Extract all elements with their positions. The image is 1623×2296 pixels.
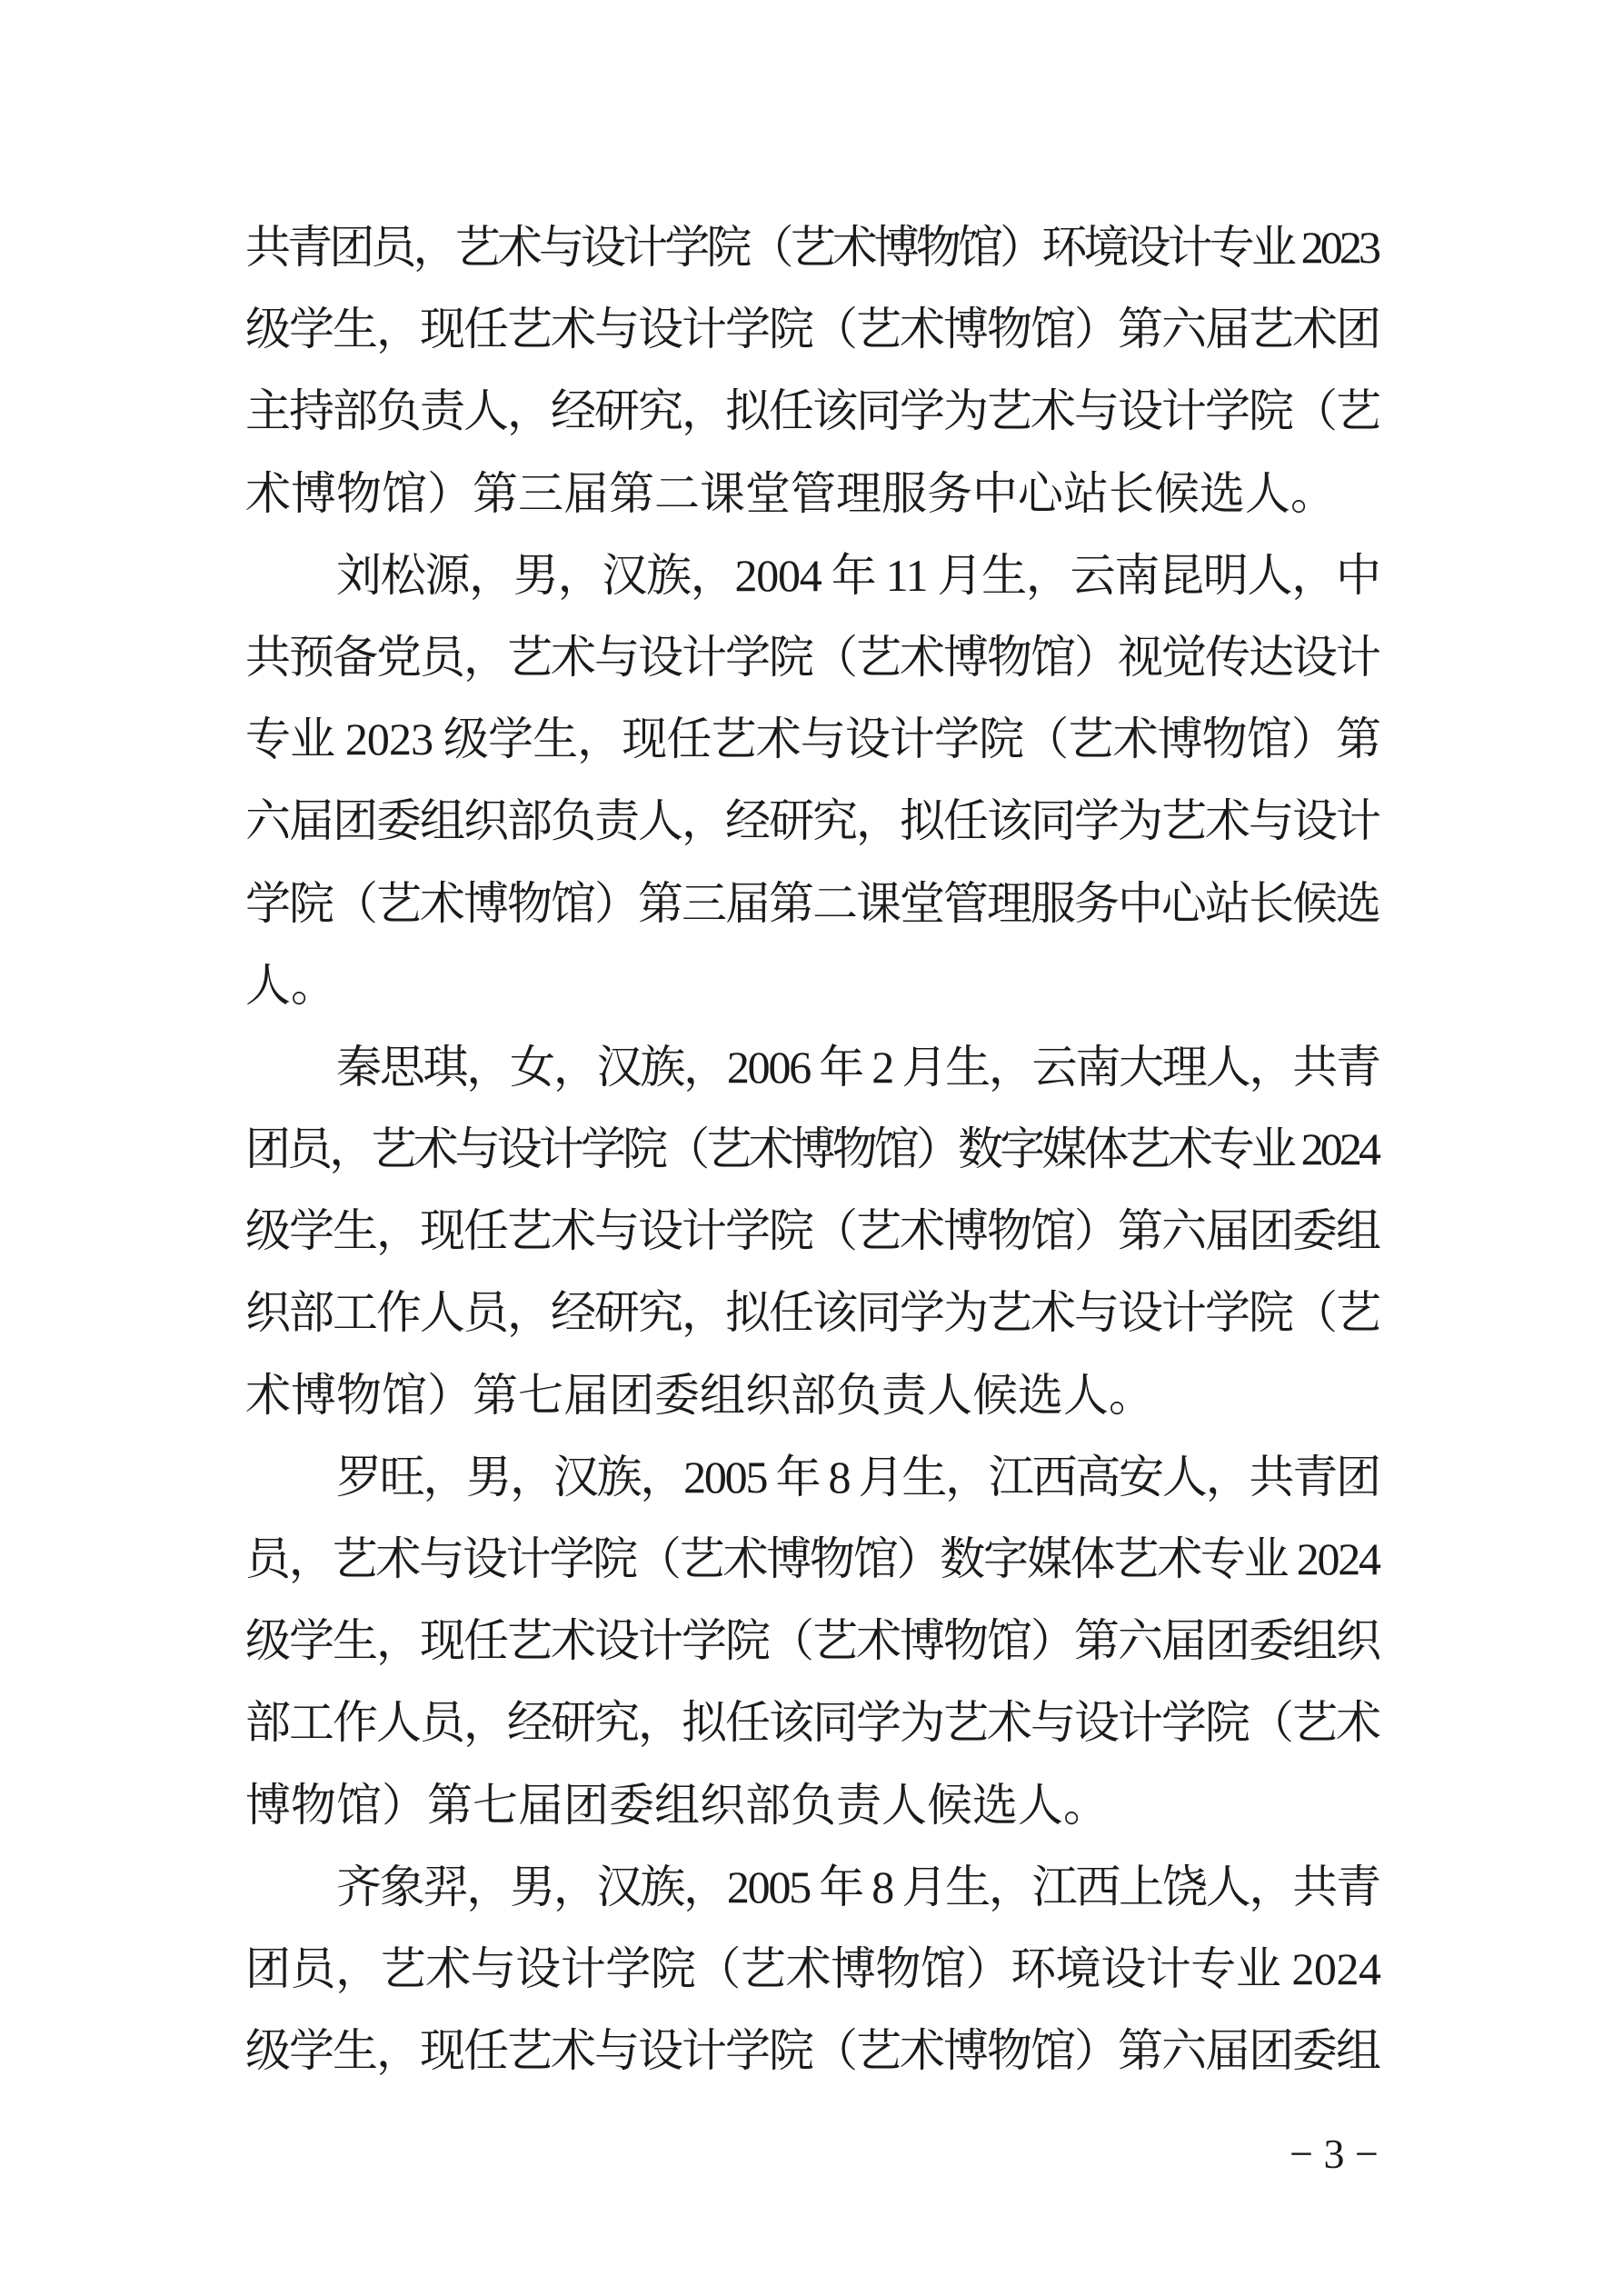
paragraph [245, 1026, 1381, 1436]
line-text: 秦思琪，女，汉族，2006 年 2 月生，云南大理人，共青 [336, 1041, 1379, 1093]
document-line [245, 534, 1381, 616]
document-line [245, 2010, 1381, 2091]
line-text: 级学生，现任艺术设计学院（艺术博物馆）第六届团委组织 [245, 1615, 1379, 1667]
line-text: 人。 [245, 959, 336, 1011]
document-line [245, 1354, 1381, 1436]
paragraph [245, 1436, 1381, 1846]
document-line [245, 616, 1381, 698]
document-line [245, 1928, 1381, 2010]
document-line [245, 1846, 1381, 1928]
document-line [245, 1682, 1381, 1763]
document-text-block [245, 206, 1381, 2091]
line-text: 部工作人员，经研究，拟任该同学为艺术与设计学院（艺术 [245, 1697, 1379, 1749]
document-line [245, 1108, 1381, 1190]
page-number [1289, 2133, 1379, 2175]
line-text: 团员，艺术与设计学院（艺术博物馆）环境设计专业 2024 [245, 1942, 1381, 1994]
line-text: 共青团员，艺术与设计学院（艺术博物馆）环境设计专业 2023 [245, 222, 1379, 273]
line-text: 员，艺术与设计学院（艺术博物馆）数字媒体艺术专业 2024 [245, 1533, 1379, 1584]
document-line [245, 780, 1381, 862]
document-line [245, 288, 1381, 370]
line-text: 刘松源，男，汉族，2004 年 11 月生，云南昆明人，中 [336, 549, 1380, 601]
paragraph [245, 1846, 1381, 2092]
line-text: 级学生，现任艺术与设计学院（艺术博物馆）第六届艺术团 [245, 304, 1379, 355]
document-line [245, 1764, 1381, 1846]
document-line [245, 206, 1381, 288]
document-line [245, 1600, 1381, 1682]
paragraph [245, 206, 1381, 534]
document-line [245, 944, 1381, 1026]
page-number-text: − 3 − [1289, 2131, 1379, 2177]
line-text: 齐象羿，男，汉族，2005 年 8 月生，江西上饶人，共青 [336, 1861, 1379, 1912]
line-text: 学院（艺术博物馆）第三届第二课堂管理服务中心站长候选 [245, 877, 1379, 929]
document-line [245, 1436, 1381, 1518]
line-text: 术博物馆）第七届团委组织部负责人候选人。 [245, 1369, 1154, 1421]
line-text: 术博物馆）第三届第二课堂管理服务中心站长候选人。 [245, 467, 1336, 519]
line-text: 博物馆）第七届团委组织部负责人候选人。 [245, 1779, 1109, 1831]
line-text: 共预备党员，艺术与设计学院（艺术博物馆）视觉传达设计 [245, 631, 1379, 683]
document-line [245, 1190, 1381, 1272]
document-line [245, 1026, 1381, 1108]
line-text: 六届团委组织部负责人，经研究，拟任该同学为艺术与设计 [245, 795, 1379, 847]
document-line [245, 863, 1381, 944]
document-line [245, 1518, 1381, 1600]
document-line [245, 698, 1381, 780]
line-text: 专业 2023 级学生，现任艺术与设计学院（艺术博物馆）第 [245, 714, 1381, 765]
document-line [245, 453, 1381, 534]
document-line [245, 1272, 1381, 1353]
line-text: 团员，艺术与设计学院（艺术博物馆）数字媒体艺术专业 2024 [245, 1123, 1379, 1175]
line-text: 织部工作人员，经研究，拟任该同学为艺术与设计学院（艺 [245, 1287, 1379, 1339]
line-text: 级学生，现任艺术与设计学院（艺术博物馆）第六届团委组 [245, 1205, 1379, 1257]
document-line [245, 370, 1381, 452]
line-text: 主持部负责人，经研究，拟任该同学为艺术与设计学院（艺 [245, 385, 1379, 437]
paragraph [245, 534, 1381, 1026]
line-text: 级学生，现任艺术与设计学院（艺术博物馆）第六届团委组 [245, 2025, 1379, 2077]
line-text: 罗旺，男，汉族，2005 年 8 月生，江西高安人，共青团 [336, 1451, 1379, 1502]
